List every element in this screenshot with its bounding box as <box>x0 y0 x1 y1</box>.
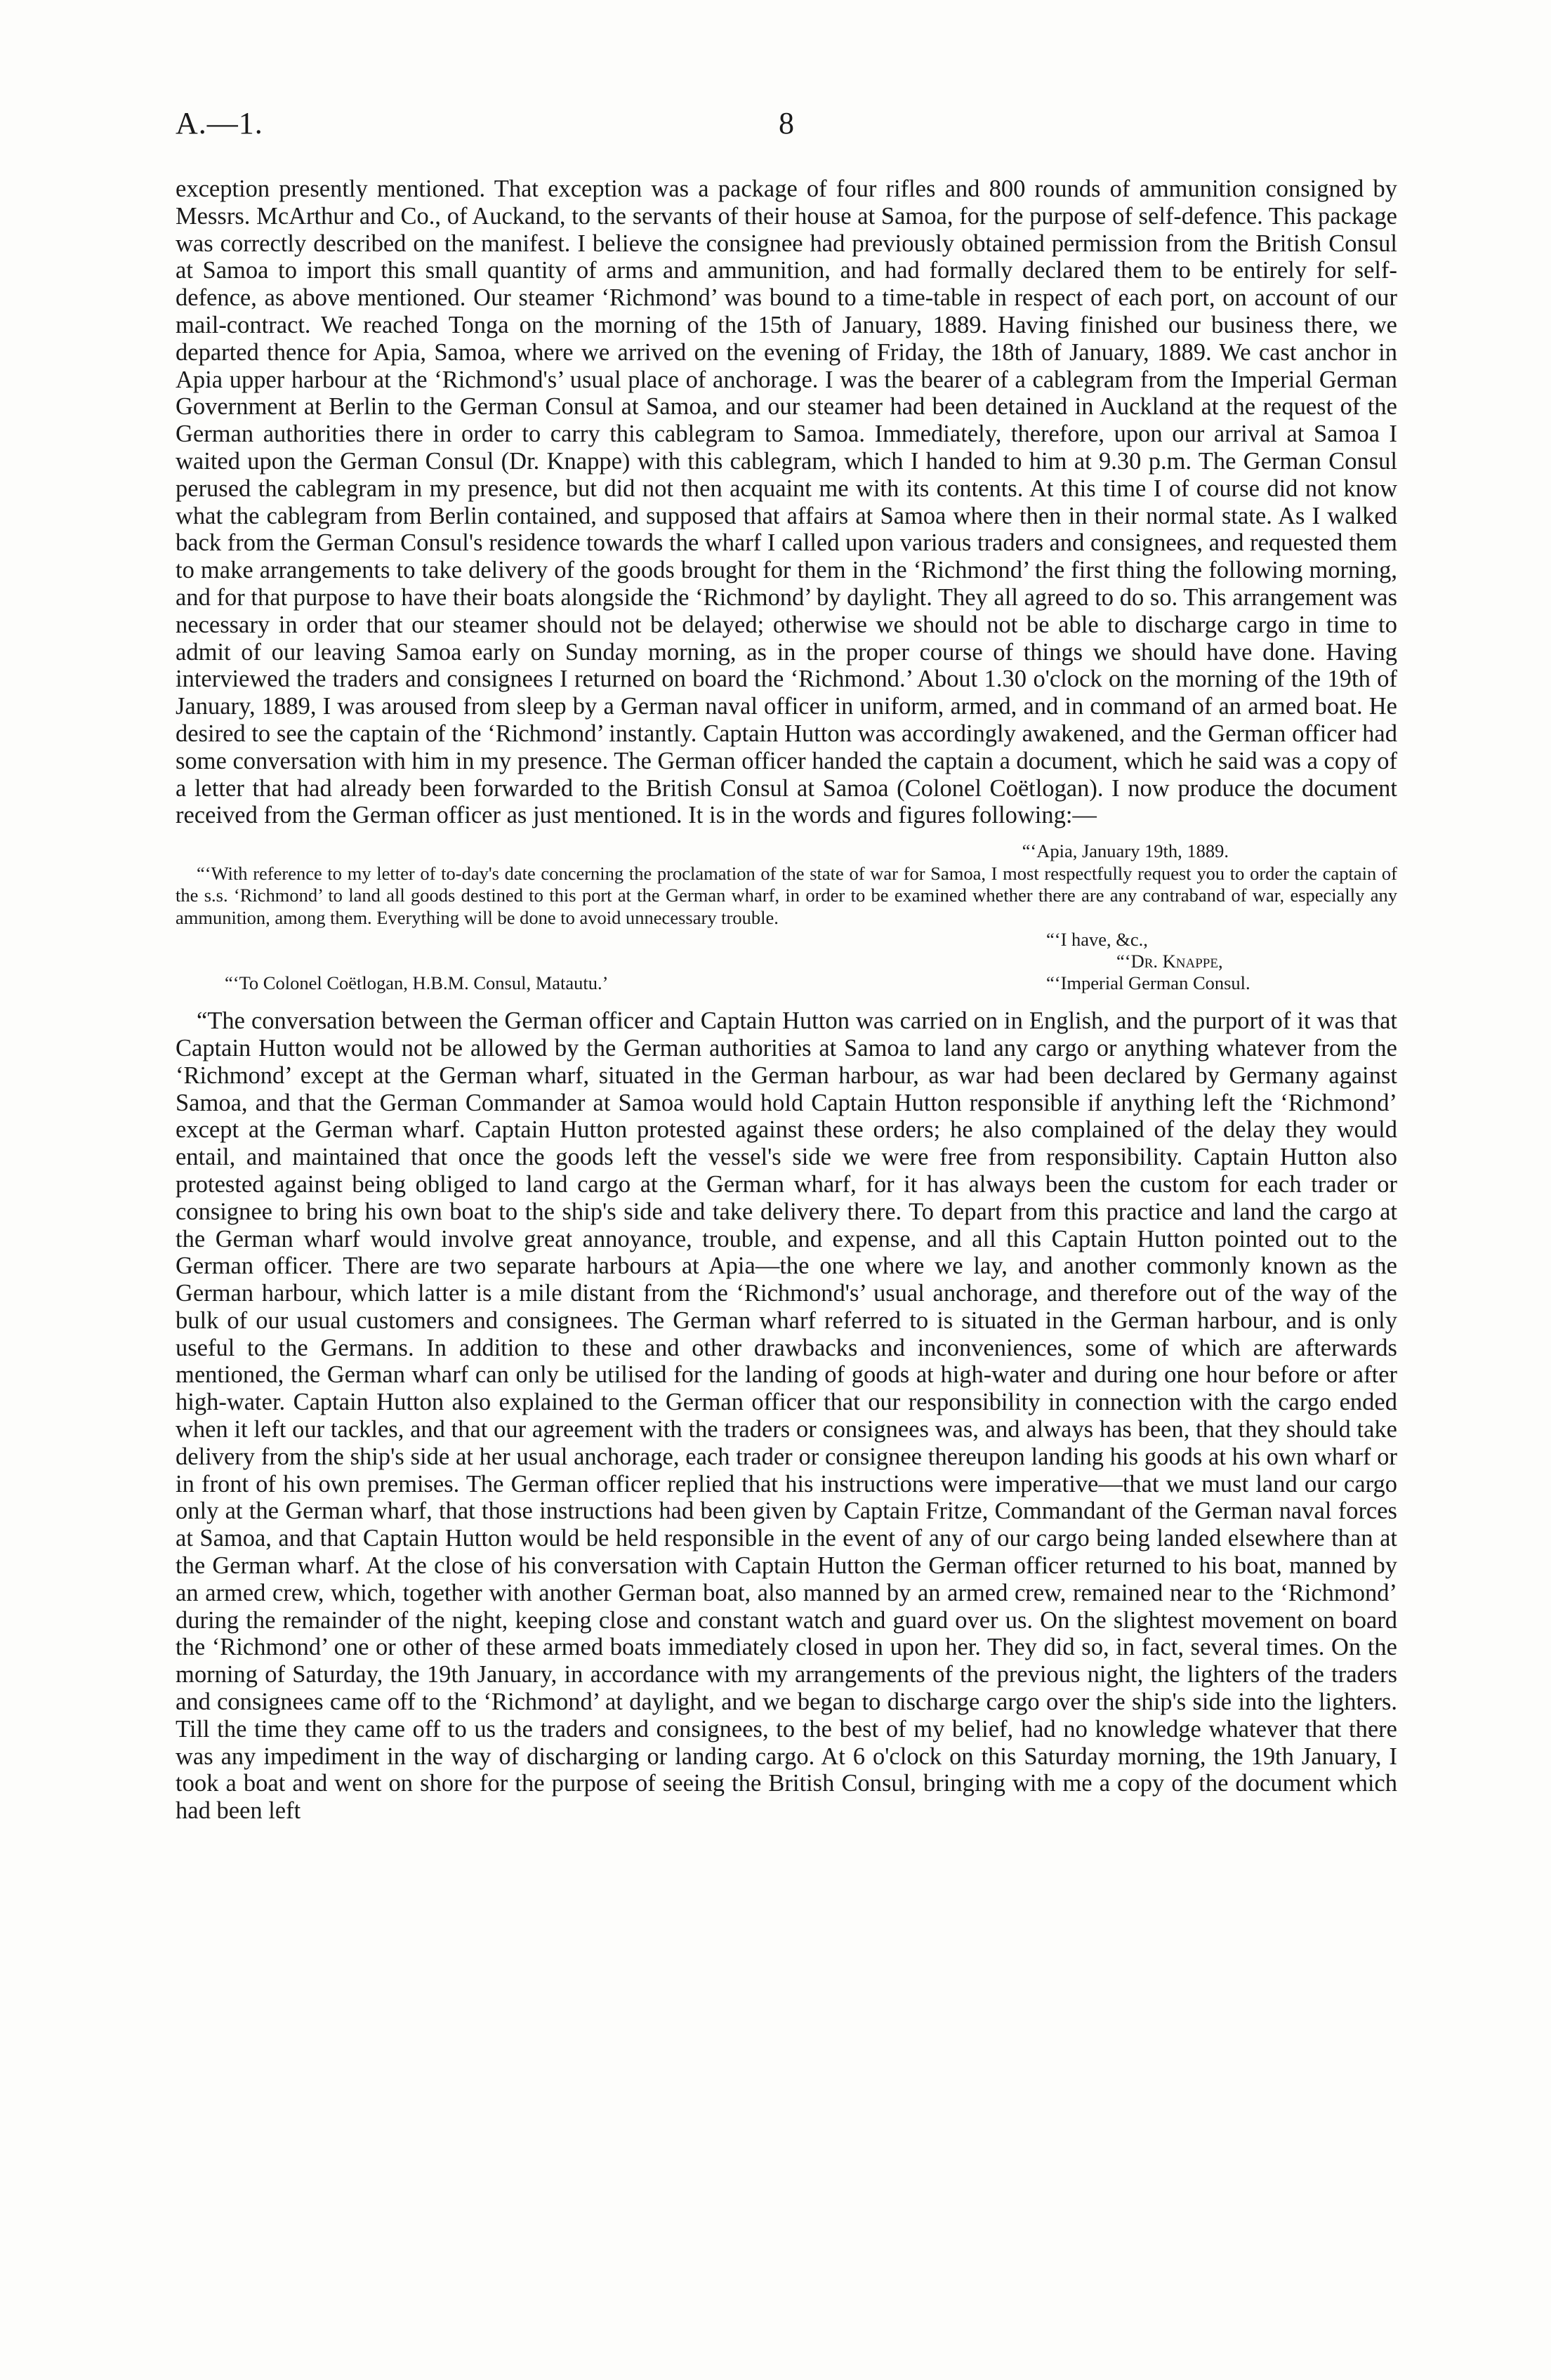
page-header <box>176 105 1397 147</box>
letter-addressee: “‘To Colonel Coëtlogan, H.B.M. Consul, Matautu.’ <box>225 972 609 994</box>
letter-closing: “‘I have, &c., <box>1046 929 1148 951</box>
letter-signature-block <box>176 929 1397 995</box>
letter-date: “‘Apia, January 19th, 1889. <box>1022 840 1229 862</box>
paragraph-narrative-1: exception presently mentioned. That exception was a package of four rifles and 800 rounds of ammunition consigned by Messrs. McArthur and Co., of Auckand, to the servants of their house at Samoa, for the purpose of self-defence. This package was correctly described on the manifest. I believe the consignee had previously obtained permission from the British Consul at Samoa to import this small quantity of arms and ammunition, and had formally declared them to be entirely for self-defence, as above mentioned. Our steamer ‘Richmond’ was bound to a time-table in respect of each port, on account of our mail-contract. We reached Tonga on the morning of the 15th of January, 1889. Having finished our business there, we departed thence for Apia, Samoa, where we arrived on the evening of Friday, the 18th of January, 1889. We cast anchor in Apia upper harbour at the ‘Richmond's’ usual place of anchorage. I was the bearer of a cablegram from the Imperial German Government at Berlin to the German Consul at Samoa, and our steamer had been detained in Auckland at the request of the German authorities there in order to carry this cablegram to Samoa. Immediately, therefore, upon our arrival at Samoa I waited upon the German Consul (Dr. Knappe) with this cablegram, which I handed to him at 9.30 p.m. The German Consul perused the cablegram in my presence, but did not then acquaint me with its contents. At this time I of course did not know what the cablegram from Berlin contained, and supposed that affairs at Samoa where then in their normal state. As I walked back from the German Consul's residence towards the wharf I called upon various traders and consignees, and requested them to make arrangements to take delivery of the goods brought for them in the ‘Richmond’ the first thing the following morning, and for that purpose to have their boats alongside the ‘Richmond’ by daylight. They all agreed to do so. This arrangement was necessary in order that our steamer should not be delayed; otherwise we should not be able to discharge cargo in time to admit of our leaving Samoa early on Sunday morning, as in the proper course of things we should have done. Having interviewed the traders and consignees I returned on board the ‘Richmond.’ About 1.30 o'clock on the morning of the 19th of January, 1889, I was aroused from sleep by a German naval officer in uniform, armed, and in command of an armed boat. He desired to see the captain of the ‘Richmond’ instantly. Captain Hutton was accordingly awakened, and the German officer had some conversation with him in my presence. The German officer handed the captain a document, which he said was a copy of a letter that had already been forwarded to the British Consul at Samoa (Colonel Coëtlogan). I now produce the document received from the German officer as just mentioned. It is in the words and figures following:— <box>176 176 1397 829</box>
quoted-letter <box>176 840 1397 995</box>
document-reference: A.—1. <box>176 106 263 140</box>
letter-body: “‘With reference to my letter of to-day's date concerning the proclamation of the state of war for Samoa, I most respectfully request you to order the captain of the s.s. ‘Richmond’ to land all goods destined to this port at the German wharf, in order to be examined whether there are any contraband of war, especially any ammunition, among them. Everything will be done to avoid unnecessary trouble. <box>176 862 1397 928</box>
page-number: 8 <box>779 106 794 140</box>
letter-signature-title: “‘Imperial German Consul. <box>1046 972 1250 994</box>
paragraph-narrative-2: “The conversation between the German officer and Captain Hutton was carried on in English, and the purport of it was that Captain Hutton would not be allowed by the German authorities at Samoa to land any cargo or anything whatever from the ‘Richmond’ except at the German wharf, situated in the German harbour, as war had been declared by Germany against Samoa, and that the German Commander at Samoa would hold Captain Hutton responsible if anything left the ‘Richmond’ except at the German wharf. Captain Hutton protested against these orders; he also complained of the delay they would entail, and maintained that once the goods left the vessel's side we were free from responsibility. Captain Hutton also protested against being obliged to land cargo at the German wharf, for it has always been the custom for each trader or consignee to bring his own boat to the ship's side and take delivery there. To depart from this practice and land the cargo at the German wharf would involve great annoyance, trouble, and expense, and all this Captain Hutton pointed out to the German officer. There are two separate harbours at Apia—the one where we lay, and another commonly known as the German harbour, which latter is a mile distant from the ‘Richmond's’ usual anchorage, and therefore out of the way of the bulk of our usual customers and consignees. The German wharf referred to is situated in the German harbour, and is only useful to the Germans. In addition to these and other drawbacks and inconveniences, some of which are afterwards mentioned, the German wharf can only be utilised for the landing of goods at high-water and during one hour before or after high-water. Captain Hutton also explained to the German officer that our responsibility in connection with the cargo ended when it left our tackles, and that our agreement with the traders or consignees was, and always has been, that they should take delivery from the ship's side at her usual anchorage, each trader or consignee thereupon landing his goods at his own wharf or in front of his own premises. The German officer replied that his instructions were imperative—that we must land our cargo only at the German wharf, that those instructions had been given by Captain Fritze, Commandant of the German naval forces at Samoa, and that Captain Hutton would be held responsible in the event of any of our cargo being landed elsewhere than at the German wharf. At the close of his conversation with Captain Hutton the German officer returned to his boat, manned by an armed crew, which, together with another German boat, also manned by an armed crew, remained near to the ‘Richmond’ during the remainder of the night, keeping close and constant watch and guard over us. On the slightest movement on board the ‘Richmond’ one or other of these armed boats immediately closed in upon her. They did so, in fact, several times. On the morning of Saturday, the 19th January, in accordance with my arrangements of the previous night, the lighters of the traders and consignees came off to the ‘Richmond’ at daylight, and we began to discharge cargo over the ship's side into the lighters. Till the time they came off to us the traders and consignees, to the best of my belief, had no knowledge whatever that there was any impediment in the way of discharging or landing cargo. At 6 o'clock on this Saturday morning, the 19th January, I took a boat and went on shore for the purpose of seeing the British Consul, bringing with me a copy of the document which had been left <box>176 1007 1397 1825</box>
page-body <box>176 176 1397 1825</box>
letter-signature: “‘Dr. Knappe, <box>1116 951 1223 972</box>
